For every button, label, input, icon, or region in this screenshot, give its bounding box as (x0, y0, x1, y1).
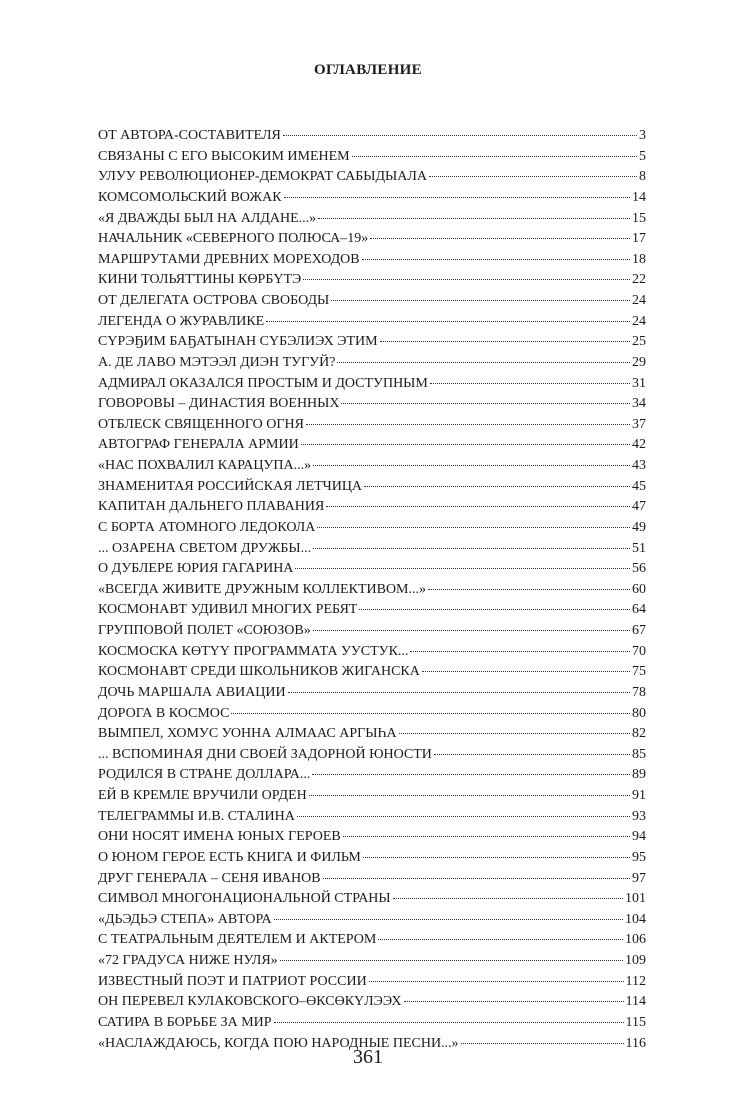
toc-entry (98, 229, 646, 250)
toc-entry-title: «ВСЕГДА ЖИВИТЕ ДРУЖНЫМ КОЛЛЕКТИВОМ...» (98, 581, 427, 597)
dot-leader (422, 671, 630, 672)
toc-entry (98, 869, 646, 890)
toc-entry-title: ... ВСПОМИНАЯ ДНИ СВОЕЙ ЗАДОРНОЙ ЮНОСТИ (98, 746, 432, 762)
dot-leader (274, 919, 623, 920)
toc-entry (98, 353, 646, 374)
toc-entry-page: 85 (632, 746, 646, 762)
dot-leader (274, 1022, 624, 1023)
toc-entry (98, 683, 646, 704)
toc-entry (98, 415, 646, 436)
toc-entry (98, 394, 646, 415)
toc-entry-page: 22 (632, 272, 646, 288)
toc-entry-page: 14 (632, 189, 646, 205)
toc-entry-title: ДОРОГА В КОСМОС (98, 705, 230, 721)
toc-entry-title: СВЯЗАНЫ С ЕГО ВЫСОКИМ ИМЕНЕМ (98, 148, 350, 164)
toc-entry-page: 64 (632, 602, 646, 618)
toc-entry-page: 91 (632, 788, 646, 803)
toc-entry-page: 97 (632, 870, 646, 886)
dot-leader (266, 321, 630, 322)
toc-entry (98, 889, 646, 910)
dot-leader (429, 176, 637, 177)
dot-leader (280, 960, 623, 961)
toc-entry-page: 3 (639, 128, 646, 143)
toc-entry-title: РОДИЛСЯ В СТРАНЕ ДОЛЛАРА... (98, 767, 311, 783)
toc-entry-page: 109 (625, 953, 646, 968)
toc-entry-page: 45 (632, 478, 646, 494)
toc-entry (98, 559, 646, 580)
toc-entry (98, 910, 646, 931)
dot-leader (352, 156, 637, 157)
dot-leader (428, 589, 630, 590)
dot-leader (284, 197, 630, 198)
dot-leader (323, 878, 630, 879)
toc-entry-title: «72 ГРАДУСА НИЖЕ НУЛЯ» (98, 953, 278, 968)
dot-leader (313, 548, 630, 549)
toc-entry-title: ДРУГ ГЕНЕРАЛА – СЕНЯ ИВАНОВ (98, 870, 321, 886)
toc-entry-page: 24 (632, 293, 646, 308)
toc-entry-title: «ДЬЭДЬЭ СТЕПА» АВТОРА (98, 911, 272, 927)
toc-entry-title: АДМИРАЛ ОКАЗАЛСЯ ПРОСТЫМ И ДОСТУПНЫМ (98, 375, 428, 391)
toc-entry-page: 5 (639, 148, 646, 164)
toc-entry (98, 270, 646, 291)
toc-entry-title: ЕЙ В КРЕМЛЕ ВРУЧИЛИ ОРДЕН (98, 788, 307, 803)
toc-entry-title: ... ОЗАРЕНА СВЕТОМ ДРУЖБЫ... (98, 540, 312, 556)
toc-entry-page: 8 (639, 169, 646, 185)
toc-entry (98, 972, 646, 993)
toc-entry-title: С ТЕАТРАЛЬНЫМ ДЕЯТЕЛЕМ И АКТЕРОМ (98, 932, 377, 948)
toc-entry-title: ТЕЛЕГРАММЫ И.В. СТАЛИНА (98, 808, 295, 824)
toc-entry-title: А. ДЕ ЛАВО МЭТЭЭЛ ДИЭН ТУГУЙ? (98, 354, 336, 370)
toc-entry-title: О ЮНОМ ГЕРОЕ ЕСТЬ КНИГА И ФИЛЬМ (98, 849, 361, 865)
toc-entry-title: НАЧАЛЬНИК «СЕВЕРНОГО ПОЛЮСА–19» (98, 231, 369, 247)
toc-entry-page: 49 (632, 519, 646, 535)
toc-entry (98, 1013, 646, 1034)
toc-entry-page: 82 (632, 726, 646, 742)
toc-entry (98, 126, 646, 147)
toc-entry (98, 497, 646, 518)
toc-entry-page: 89 (632, 767, 646, 783)
dot-leader (363, 857, 630, 858)
toc-entry-page: 31 (632, 375, 646, 391)
dot-leader (326, 506, 630, 507)
dot-leader (410, 651, 630, 652)
toc-entry-title: ОТБЛЕСК СВЯЩЕННОГО ОГНЯ (98, 416, 304, 432)
toc-entry-title: С БОРТА АТОМНОГО ЛЕДОКОЛА (98, 519, 316, 535)
dot-leader (317, 527, 630, 528)
toc-entry (98, 745, 646, 766)
toc-entry-page: 51 (632, 540, 646, 556)
toc-entry-page: 75 (632, 664, 646, 680)
dot-leader (362, 259, 630, 260)
toc-entry (98, 332, 646, 353)
toc-entry-page: 116 (625, 1035, 646, 1051)
toc-entry-title: ИЗВЕСТНЫЙ ПОЭТ И ПАТРИОТ РОССИИ (98, 973, 367, 989)
dot-leader (393, 898, 623, 899)
toc-entry-page: 101 (625, 891, 646, 907)
dot-leader (318, 218, 630, 219)
dot-leader (303, 279, 630, 280)
toc-entry-page: 43 (632, 458, 646, 473)
toc-entry-page: 17 (632, 231, 646, 247)
toc-entry-page: 29 (632, 354, 646, 370)
toc-entry-page: 115 (625, 1014, 646, 1030)
toc-entry-page: 70 (632, 643, 646, 659)
toc-entry-page: 93 (632, 808, 646, 824)
toc-entry (98, 580, 646, 601)
toc-entry (98, 291, 646, 312)
toc-entry-title: ГРУППОВОЙ ПОЛЕТ «СОЮЗОВ» (98, 623, 311, 638)
toc-entry-page: 37 (632, 416, 646, 432)
dot-leader (434, 754, 630, 755)
page-number: 361 (353, 1046, 383, 1068)
dot-leader (231, 713, 630, 714)
toc-entry-title: О ДУБЛЕРЕ ЮРИЯ ГАГАРИНА (98, 561, 294, 577)
toc-entry (98, 374, 646, 395)
toc-entry (98, 600, 646, 621)
toc-entry-page: 106 (625, 932, 646, 948)
dot-leader (306, 424, 630, 425)
toc-entry (98, 250, 646, 271)
toc-entry-title: ГОВОРОВЫ – ДИНАСТИЯ ВОЕННЫХ (98, 396, 340, 412)
toc-entry (98, 621, 646, 642)
dot-leader (341, 403, 630, 404)
toc-entry-title: ДОЧЬ МАРШАЛА АВИАЦИИ (98, 684, 286, 700)
dot-leader (283, 135, 637, 136)
toc-entry (98, 147, 646, 168)
dot-leader (343, 836, 630, 837)
toc-entry-title: ОТ АВТОРА-СОСТАВИТЕЛЯ (98, 128, 281, 143)
dot-leader (288, 692, 630, 693)
toc-entry-title: ОНИ НОСЯТ ИМЕНА ЮНЫХ ГЕРОЕВ (98, 829, 341, 845)
dot-leader (461, 1043, 624, 1044)
toc-entry (98, 518, 646, 539)
toc-entry (98, 188, 646, 209)
dot-leader (313, 630, 630, 631)
table-of-contents (98, 126, 646, 1054)
toc-entry (98, 312, 646, 333)
toc-entry-title: КОМСОМОЛЬСКИЙ ВОЖАК (98, 189, 282, 205)
toc-entry-page: 42 (632, 437, 646, 453)
toc-entry-title: ЗНАМЕНИТАЯ РОССИЙСКАЯ ЛЕТЧИЦА (98, 478, 363, 494)
toc-entry-title: КОСМОСКА КӨТҮҮ ПРОГРАММАТА УУСТУК... (98, 643, 409, 659)
dot-leader (337, 362, 630, 363)
toc-entry (98, 724, 646, 745)
dot-leader (313, 465, 630, 466)
toc-entry (98, 662, 646, 683)
toc-entry (98, 827, 646, 848)
toc-entry-title: КОСМОНАВТ УДИВИЛ МНОГИХ РЕБЯТ (98, 602, 358, 618)
toc-entry-title: ОТ ДЕЛЕГАТА ОСТРОВА СВОБОДЫ (98, 293, 330, 308)
toc-entry-title: СҮРЭҔИМ БАҔАТЫНАН СҮБЭЛИЭХ ЭТИМ (98, 334, 378, 350)
toc-entry-page: 94 (632, 829, 646, 845)
dot-leader (378, 939, 623, 940)
toc-entry-page: 47 (632, 499, 646, 515)
toc-entry-page: 78 (632, 684, 646, 700)
toc-entry-title: САТИРА В БОРЬБЕ ЗА МИР (98, 1014, 272, 1030)
toc-entry (98, 704, 646, 725)
toc-entry (98, 539, 646, 560)
toc-entry (98, 848, 646, 869)
toc-entry-page: 104 (625, 911, 646, 927)
dot-leader (404, 1001, 624, 1002)
dot-leader (312, 774, 630, 775)
toc-entry-title: «НАС ПОХВАЛИЛ КАРАЦУПА...» (98, 458, 312, 473)
toc-entry-page: 56 (632, 561, 646, 577)
toc-entry-title: «НАСЛАЖДАЮСЬ, КОГДА ПОЮ НАРОДНЫЕ ПЕСНИ...» (98, 1035, 459, 1051)
dot-leader (430, 383, 630, 384)
toc-entry-page: 80 (632, 705, 646, 721)
toc-entry (98, 456, 646, 477)
dot-leader (359, 609, 630, 610)
dot-leader (399, 733, 630, 734)
dot-leader (309, 795, 630, 796)
toc-entry-page: 34 (632, 396, 646, 412)
dot-leader (295, 568, 630, 569)
toc-entry-page: 18 (632, 251, 646, 267)
toc-entry (98, 477, 646, 498)
toc-entry-page: 25 (632, 334, 646, 350)
toc-entry (98, 209, 646, 230)
toc-entry-title: СИМВОЛ МНОГОНАЦИОНАЛЬНОЙ СТРАНЫ (98, 891, 391, 907)
dot-leader (370, 238, 630, 239)
toc-entry (98, 807, 646, 828)
toc-entry-page: 67 (632, 623, 646, 638)
toc-entry-page: 112 (625, 973, 646, 989)
toc-entry (98, 642, 646, 663)
toc-entry (98, 786, 646, 807)
toc-entry (98, 930, 646, 951)
toc-entry-title: МАРШРУТАМИ ДРЕВНИХ МОРЕХОДОВ (98, 251, 360, 267)
dot-leader (380, 341, 630, 342)
toc-entry (98, 992, 646, 1013)
toc-entry-title: «Я ДВАЖДЫ БЫЛ НА АЛДАНЕ...» (98, 210, 317, 226)
toc-entry-page: 15 (632, 210, 646, 226)
toc-entry-page: 24 (632, 313, 646, 329)
toc-entry-title: ОН ПЕРЕВЕЛ КУЛАКОВСКОГО–ӨКСӨКҮЛЭЭХ (98, 994, 402, 1010)
toc-entry-title: КОСМОНАВТ СРЕДИ ШКОЛЬНИКОВ ЖИГАНСКА (98, 664, 420, 680)
toc-entry-title: УЛУУ РЕВОЛЮЦИОНЕР-ДЕМОКРАТ САБЫДЫАЛА (98, 169, 427, 185)
toc-entry-title: КАПИТАН ДАЛЬНЕГО ПЛАВАНИЯ (98, 499, 325, 515)
toc-entry-title: КИНИ ТОЛЬЯТТИНЫ КӨРБҮТЭ (98, 272, 302, 288)
dot-leader (301, 444, 630, 445)
page-title: ОГЛАВЛЕНИЕ (314, 62, 422, 78)
dot-leader (297, 816, 630, 817)
dot-leader (331, 300, 630, 301)
toc-entry-page: 95 (632, 849, 646, 865)
toc-entry-page: 114 (625, 994, 646, 1010)
toc-entry-page: 60 (632, 581, 646, 597)
dot-leader (369, 981, 624, 982)
toc-entry-title: АВТОГРАФ ГЕНЕРАЛА АРМИИ (98, 437, 299, 453)
toc-entry-title: ЛЕГЕНДА О ЖУРАВЛИКЕ (98, 313, 265, 329)
toc-entry (98, 167, 646, 188)
dot-leader (364, 486, 630, 487)
toc-entry (98, 951, 646, 972)
toc-entry (98, 765, 646, 786)
toc-entry-title: ВЫМПЕЛ, ХОМУС УОННА АЛМААС АРГЫҺА (98, 726, 397, 742)
toc-entry (98, 435, 646, 456)
